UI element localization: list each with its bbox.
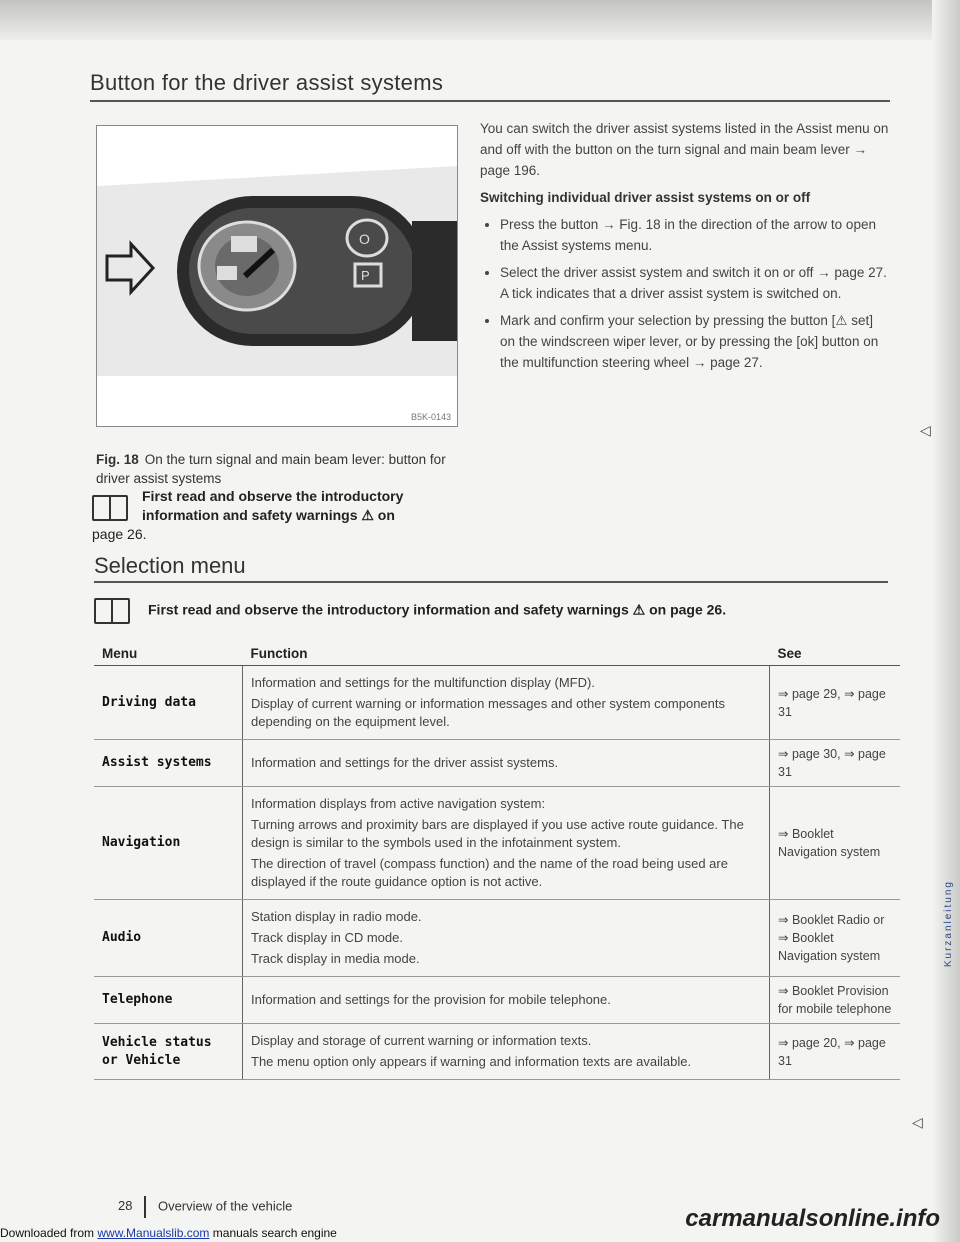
table-row <box>94 1024 900 1080</box>
scan-right-edge <box>932 0 960 1242</box>
menu-cell: Assist systems <box>94 740 243 787</box>
menu-cell: Navigation <box>94 787 243 900</box>
section-end-icon: ◁ <box>920 422 931 438</box>
instruction-list <box>480 214 890 373</box>
footer-divider <box>144 1196 146 1218</box>
function-cell <box>243 740 770 787</box>
watermark-logo: carmanualsonline.info <box>685 1205 940 1232</box>
see-cell: ⇒ page 30, ⇒ page 31 <box>770 740 901 787</box>
function-cell <box>243 666 770 740</box>
book-icon <box>94 598 130 624</box>
book-icon <box>92 495 128 521</box>
function-line: Display and storage of current warning or information texts. <box>251 1033 592 1048</box>
page-footer <box>118 1196 292 1218</box>
table-header-row <box>94 642 900 666</box>
function-line: Information and settings for the provision for mobile telephone. <box>251 992 611 1007</box>
table-end-icon: ◁ <box>912 1114 923 1130</box>
safety-note-page: page 26. <box>92 526 147 542</box>
see-cell: ⇒ Booklet Radio or ⇒ Booklet Navigation system <box>770 900 901 977</box>
selection-safety-note <box>94 598 894 624</box>
download-notice <box>0 1226 337 1240</box>
see-cell: ⇒ Booklet Provision for mobile telephone <box>770 977 901 1024</box>
manualslib-link[interactable]: www.Manualslib.com <box>97 1226 210 1240</box>
chapter-name: Overview of the vehicle <box>157 1198 293 1214</box>
see-cell: ⇒ page 29, ⇒ page 31 <box>770 666 901 740</box>
function-line: Track display in CD mode. <box>251 930 403 945</box>
function-line: Information and settings for the driver assist systems. <box>251 755 559 770</box>
svg-text:O: O <box>359 231 370 247</box>
scan-top-edge <box>0 0 960 40</box>
lever-illustration <box>97 126 457 426</box>
function-cell <box>243 787 770 900</box>
safety-note <box>92 487 462 544</box>
table-row <box>94 666 900 740</box>
table-row <box>94 900 900 977</box>
button-description <box>480 118 890 379</box>
list-item: • Press the button → Fig. 18 in the direction of the arrow to open the Assist systems menu. <box>500 214 890 256</box>
function-line: The menu option only appears if warning and information texts are available. <box>251 1054 692 1069</box>
header-see: See <box>770 642 901 666</box>
safety-note-text: First read and observe the introductory information and safety warnings ⚠ on <box>142 488 404 523</box>
function-line: Track display in media mode. <box>251 951 420 966</box>
function-line: Information displays from active navigation system: <box>251 796 546 811</box>
header-function: Function <box>243 642 770 666</box>
function-line: Display of current warning or information messages and other system components depending on the equipment level. <box>251 696 725 729</box>
page-number: 28 <box>118 1198 133 1214</box>
see-cell: ⇒ Booklet Navigation system <box>770 787 901 900</box>
download-prefix: Downloaded from <box>0 1226 98 1240</box>
menu-cell: Audio <box>94 900 243 977</box>
selection-note-text: First read and observe the introductory information and safety warnings ⚠ on page 26. <box>148 601 727 618</box>
see-cell: ⇒ page 20, ⇒ page 31 <box>770 1024 901 1080</box>
figure-code: B5K-0143 <box>410 412 451 422</box>
function-cell <box>243 1024 770 1080</box>
menu-cell: Driving data <box>94 666 243 740</box>
selection-divider <box>94 581 888 583</box>
list-item: • Mark and confirm your selection by pressing the button [⚠ set] on the windscreen wiper lever, or by pressing the [ok] button on the multifunction steering wheel → page 27. <box>500 310 890 373</box>
figure-caption-text: On the turn signal and main beam lever: button for driver assist systems <box>96 452 446 486</box>
table-row <box>94 787 900 900</box>
figure-label: Fig. 18 <box>96 452 139 467</box>
svg-text:P: P <box>361 268 370 283</box>
header-menu: Menu <box>94 642 243 666</box>
selection-menu-table <box>94 642 900 1080</box>
title-divider <box>90 100 890 102</box>
function-line: Turning arrows and proximity bars are displayed if you use active route guidance. The design is similar to the symbols used in the infotainment system. <box>251 817 744 850</box>
table-row <box>94 740 900 787</box>
download-suffix: manuals search engine <box>209 1226 337 1240</box>
function-line: The direction of travel (compass function) and the name of the road being used are displayed if the route guidance option is not active. <box>251 856 728 889</box>
side-tab-text: Kurzanleitung <box>943 880 954 968</box>
function-line: Information and settings for the multifunction display (MFD). <box>251 675 595 690</box>
menu-cell: Telephone <box>94 977 243 1024</box>
function-cell <box>243 977 770 1024</box>
figure-caption <box>96 450 456 488</box>
intro-paragraph: You can switch the driver assist systems listed in the Assist menu on and off with the button on the turn signal and main beam lever → page 196. <box>480 121 889 178</box>
subheading: Switching individual driver assist systems on or off <box>480 190 811 205</box>
figure-18 <box>96 125 458 427</box>
function-line: Station display in radio mode. <box>251 909 422 924</box>
section-title: Button for the driver assist systems <box>90 70 444 95</box>
function-cell <box>243 900 770 977</box>
menu-cell: Vehicle status or Vehicle <box>94 1024 243 1080</box>
table-row <box>94 977 900 1024</box>
selection-menu-title: Selection menu <box>94 553 246 578</box>
list-item: • Select the driver assist system and switch it on or off → page 27. A tick indicates that a driver assist system is switched on. <box>500 262 890 304</box>
